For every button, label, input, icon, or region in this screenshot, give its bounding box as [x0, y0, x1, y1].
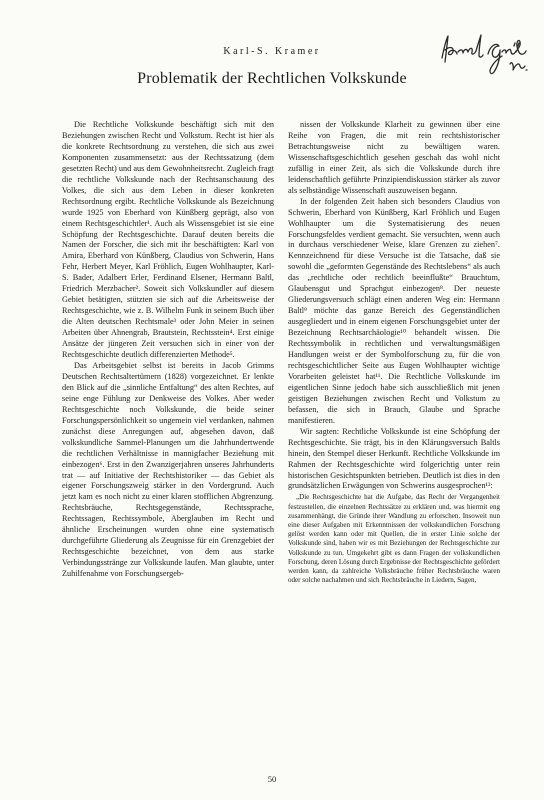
paragraph: nissen der Volkskunde Klarheit zu gewinnen über eine Reihe von Fragen, die mit rein rechtshistorischer Betrachtungsweise nicht zu bewältigen waren. Wissenschaftsgeschichtlich gesehen geschah das wohl nicht zufällig in einer Zeit, als sich die Volkskunde durch ihre leidenschaftlich geführte Prinzipiendiskussion stärker als zuvor als selbständige Wissenschaft auszuweisen begann. [288, 120, 500, 195]
paragraph: Wir sagten: Rechtliche Volkskunde ist eine Schöpfung der Rechtsgeschichte. Sie trägt, bis in den Klärungsversuch Baltls hinein, den Stempel dieser Herkunft. Rechtliche Volkskunde im Rahmen der Rechtsgeschichte wird folgerichtig unter rein historischen Gesichtspunkten betrieben. Deutlich ist dies in den grundsätzlichen Erwägungen von Schwerins ausgesprochen¹²: [288, 426, 500, 491]
left-column [62, 120, 274, 580]
page-number: 50 [267, 774, 277, 784]
paragraph: Das Arbeitsgebiet selbst ist bereits in Jacob Grimms Deutschen Rechtsaltertümern (1828) vorgezeichnet. Er lenkte den Blick auf die „sinnliche Entfaltung“ des alten Rechtes, auf seine enge Fühlung zur Denkweise des Volkes. Aber weder Rechtsgeschichte noch Volkskunde, die beide seiner Forschungspersönlichkeit so ungemein viel verdanken, nahmen zunächst diese Anregungen auf, abgesehen davon, daß volkskundliche Sammel-Planungen um die Jahrhundertwende die rechtlichen Verhältnisse in mannigfacher Beziehung mit einbezogen⁶. Erst in den Zwanzigerjahren unseres Jahrhunderts trat — auf Initiative der Rechtshistoriker — das Gebiet als eigener Forschungszweig stärker in den Vordergrund. Auch jetzt kam es noch nicht zu einer klaren stofflichen Abgrenzung. Rechtsbräuche, Rechtsgegenstände, Rechtssprache, Rechtssagen, Rechtssymbole, Aberglauben im Recht und ähnliche Erscheinungen wurden ohne eine systematisch durchgeführte Gliederung als Zeugnisse für ein Grenzgebiet der Rechtsgeschichte bezeichnet, von dem aus starke Verbindungsstränge zur Volkskunde laufen. Man glaubte, unter Zuhilfenahme von Forschungsergeb- [62, 360, 274, 579]
paragraph: Die Rechtliche Volkskunde beschäftigt sich mit den Beziehungen zwischen Recht und Volkstum. Recht ist hier als die konkrete Rechtsordnung zu verstehen, die sich aus zwei Komponenten zusammensetzt: aus der Rechtssatzung (dem gesetzten Recht) und aus dem Gewohnheitsrecht. Zugleich fragt die rechtliche Volkskunde nach der Rechtsanschauung des Volkes, die sich aus dem Leben in dieser konkreten Rechtsordnung ergibt. Rechtliche Volkskunde als Bezeichnung wurde 1925 von Eberhard von Künßberg geprägt, also von einem Rechtsgeschichtler¹. Auch als Wissensgebiet ist sie eine Schöpfung der Rechtsgeschichte. Darauf deuten bereits die Namen der Forscher, die sich mit ihr beschäftigten: Karl von Amira, Eberhard von Künßberg, Claudius von Schwerin, Hans Fehr, Herbert Meyer, Karl Fröhlich, Eugen Wohlhaupter, Karl-S. Bader, Adalbert Erler, Ferdinand Elsener, Hermann Baltl, Friedrich Merzbacher². Soweit sich Volkskundler auf diesem Gebiet betätigten, stützten sie sich auf die Arbeitsweise der Rechtsgeschichte, wie z. B. Wilhelm Funk in seinem Buch über die Alten deutschen Rechtsmale³ oder John Meier in seinen Arbeiten über Ahnengrab, Brautstein, Rechtsstein⁴. Erst einige Ansätze der jüngeren Zeit versuchen sich in einer von der Rechtsgeschichte deutlich differenzierten Methode⁵. [62, 120, 274, 360]
article-title: Problematik der Rechtlichen Volkskunde [137, 70, 407, 87]
block-quote [288, 493, 500, 585]
paragraph: In der folgenden Zeit haben sich besonders Claudius von Schwerin, Eberhard von Künßberg, Karl Fröhlich und Eugen Wohlhaupter um die Systematisierung des neuen Forschungsfeldes verdient gemacht. Sie versuchten, wenn auch in durchaus verschiedener Weise, klare Grenzen zu ziehen⁷. Kennzeichnend für diese Versuche ist die Tatsache, daß sie sowohl die „geformten Gegenstände des Rechtslebens“ als auch das „rechtliche oder rechtlich beeinflußte“ Brauchtum, Glaubensgut und Sprachgut einbezogen⁸. Der neueste Gliederungsversuch schlägt einen anderen Weg ein: Hermann Baltl⁹ möchte das ganze Bereich des Gegenständlichen ausgegliedert und in einem eigenen Forschungsgebiet unter der Bezeichnung Rechtsarchäologie¹⁰ behandelt wissen. Die Rechtssymbolik in rechtlichen und verwaltungsmäßigen Handlungen weist er der Symbolforschung zu, für die von rechtsgeschichtlicher Seite aus Eugen Wohlhaupter wichtige Vorarbeiten geleistet hat¹¹. Die Rechtliche Volkskunde im eigentlichen Sinne jedoch habe sich ausschließlich mit jenen geistigen Beziehungen zwischen Recht und Volkstum zu befassen, die sich in Brauch, Glaube und Sprache manifestieren. [288, 196, 500, 425]
author-name: Karl-S. Kramer [223, 46, 321, 57]
quote-text: „Die Rechtsgeschichte hat die Aufgabe, das Recht der Vergangenheit festzustellen, die einzelnen Rechtssätze zu erklären und, was hiermit eng zusammenhängt, die Gründe ihrer Wandlung zu erforschen. Insoweit nun eine dieser Aufgaben mit Erkenntnissen der volkskundlichen Forschung gelöst werden kann oder mit Quellen, die in erster Linie solche der Volkskunde sind, haben wir es mit Beziehungen der Rechtsgeschichte zur Volkskunde zu tun. Umgekehrt gibt es dann Fragen der volkskundlichen Forschung, deren Lösung durch Ergebnisse der Rechtsgeschichte gefördert werden kann, da zahlreiche Volksbräuche früher Rechtsbräuche waren oder solche nachahmen und sich Rechtsbräuche in Liedern, Sagen, [288, 493, 500, 585]
right-column [288, 120, 500, 585]
